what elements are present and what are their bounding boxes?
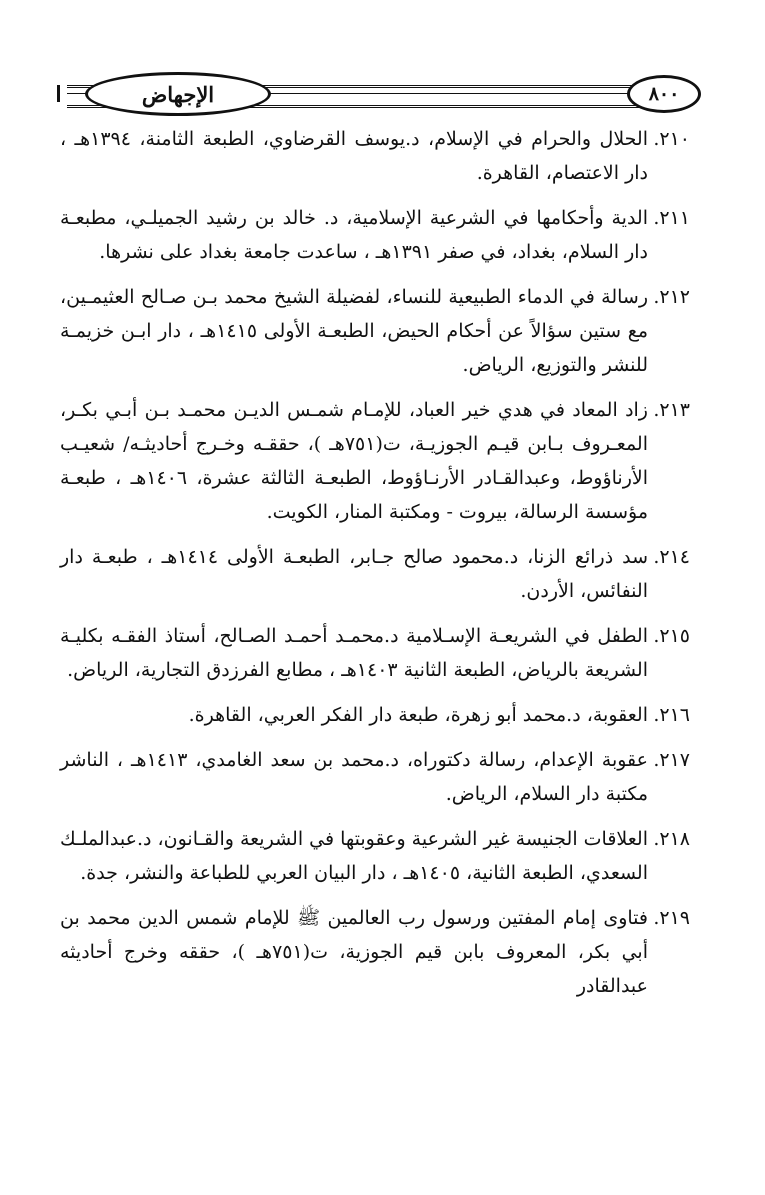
reference-item — [60, 393, 690, 529]
reference-number: ٢١٨. — [653, 828, 690, 850]
page-number: ٨٠٠ — [627, 75, 701, 113]
reference-item — [60, 280, 690, 382]
reference-number: ٢١٠. — [653, 128, 690, 150]
header-rule-endcap — [57, 85, 70, 102]
reference-text: فتاوى إمام المفتين ورسول رب العالمين ﷺ للإمام شمس الدين محمد بن أبي بكر، المعروف بابن قيم الجوزية، ت(٧٥١هـ )، حققه وخرج أحاديثه عبدالقادر — [60, 907, 649, 997]
reference-text: الدية وأحكامها في الشرعية الإسلامية، د. خالد بن رشيد الجميلـي، مطبعـة دار السلام، بغداد، في صفر ١٣٩١هـ ، ساعدت جامعة بغداد على نشرها. — [60, 207, 648, 263]
reference-text: زاد المعاد في هدي خير العباد، للإمـام شمـس الديـن محمـد بـن أبـي بكـر، المعـروف بـابن قيـم الجوزيـة، ت(٧٥١هـ )، حققـه وخـرج أحاديثـه/ شعيـب الأرناؤوط، وعبدالقـادر الأرنـاؤوط، الطبعـة الثالثة عشرة، ١٤٠٦هـ ، طبعـة مؤسسة الرسالة، بيروت - ومكتبة المنار، الكويت. — [60, 399, 649, 523]
running-header — [55, 72, 705, 122]
reference-item — [60, 201, 690, 269]
reference-item — [60, 901, 690, 1003]
reference-number: ٢١٣. — [653, 399, 690, 421]
reference-text: الحلال والحرام في الإسلام، د.يوسف القرضاوي، الطبعة الثامنة، ١٣٩٤هـ ، دار الاعتصام، القاهرة. — [60, 128, 648, 184]
reference-list — [60, 122, 690, 1014]
reference-number: ٢١٦. — [653, 704, 690, 726]
reference-text: الطفل في الشريعـة الإسـلامية د.محمـد أحمـد الصـالح، أستاذ الفقـه بكليـة الشريعة بالرياض، الطبعة الثانية ١٤٠٣هـ ، مطابع الفرزدق التجارية، الرياض. — [60, 625, 648, 681]
running-title: الإجهاض — [85, 72, 271, 116]
reference-number: ٢١١. — [653, 207, 690, 229]
reference-number: ٢١٥. — [653, 625, 690, 647]
reference-text: سد ذرائع الزنا، د.محمود صالح جـابر، الطبعـة الأولى ١٤١٤هـ ، طبعـة دار النفائس، الأردن. — [60, 546, 648, 602]
reference-item — [60, 540, 690, 608]
reference-text: رسالة في الدماء الطبيعية للنساء، لفضيلة الشيخ محمد بـن صـالح العثيمـين، مع ستين سؤالاً عن أحكام الحيض، الطبعـة الأولى ١٤١٥هـ ، دار ابـن خزيمـة للنشر والتوزيع، الرياض. — [60, 286, 648, 376]
reference-text: عقوبة الإعدام، رسالة دكتوراه، د.محمد بن سعد الغامدي، ١٤١٣هـ ، الناشر مكتبة دار السلام، الرياض. — [60, 749, 649, 805]
reference-item — [60, 743, 690, 811]
reference-item — [60, 698, 690, 732]
reference-item — [60, 122, 690, 190]
reference-text: العلاقات الجنيسة غير الشرعية وعقوبتها في الشريعة والقـانون، د.عبدالملـك السعدي، الطبعة الثانية، ١٤٠٥هـ ، دار البيان العربي للطباعة والنشر، جدة. — [60, 828, 648, 884]
reference-text: العقوبة، د.محمد أبو زهرة، طبعة دار الفكر العربي، القاهرة. — [188, 704, 648, 726]
reference-item — [60, 822, 690, 890]
reference-number: ٢١٩. — [653, 907, 690, 929]
reference-item — [60, 619, 690, 687]
reference-number: ٢١٢. — [653, 286, 690, 308]
reference-number: ٢١٧. — [653, 749, 690, 771]
reference-number: ٢١٤. — [653, 546, 690, 568]
